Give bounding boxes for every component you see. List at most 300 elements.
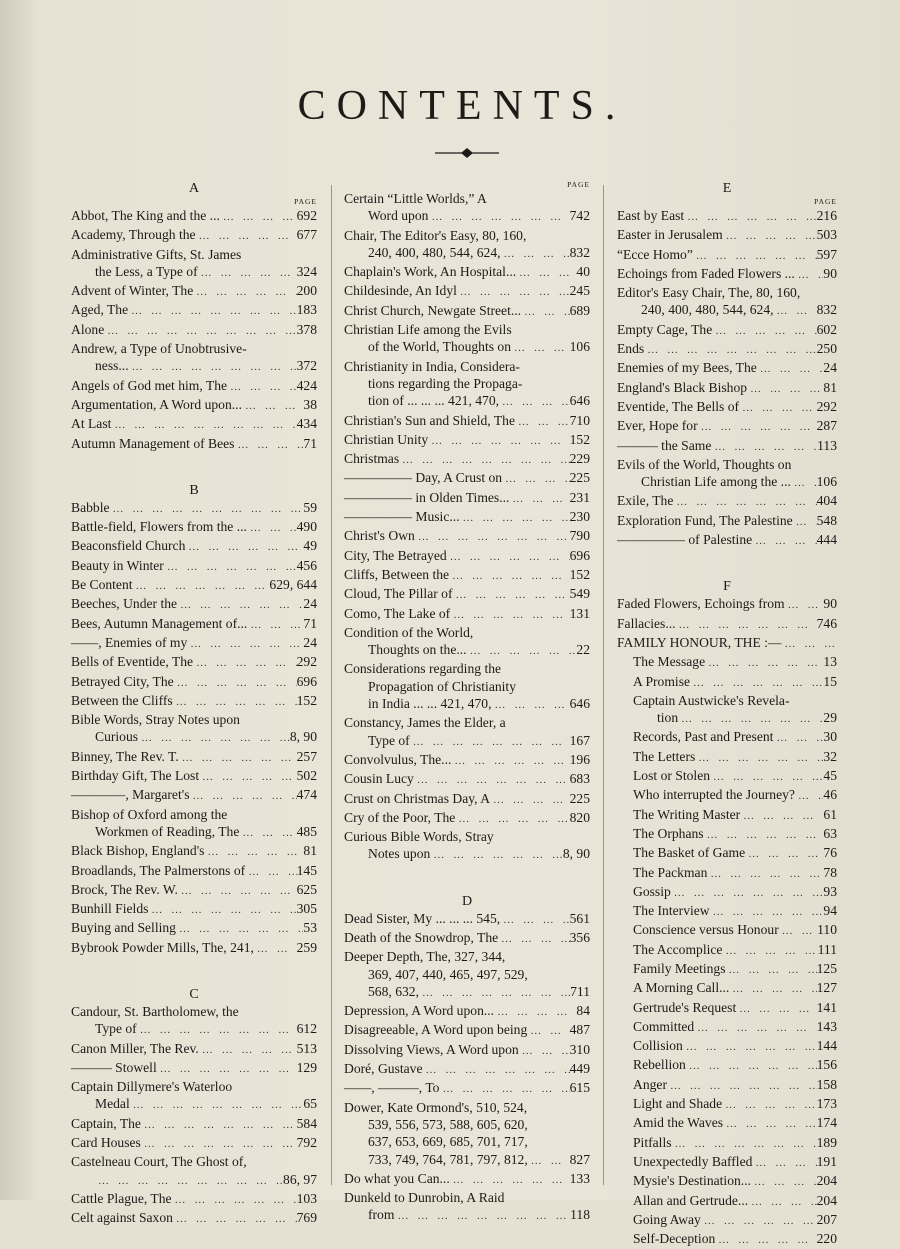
index-entry bbox=[617, 1018, 837, 1037]
leader-dots bbox=[174, 675, 297, 692]
page-number: 152 bbox=[569, 431, 590, 447]
page-number: 827 bbox=[569, 1151, 590, 1167]
entry-title: Fallacies... bbox=[617, 615, 676, 631]
entry-title: Christian Life among the ... bbox=[641, 474, 791, 490]
entry-title: Word upon bbox=[368, 208, 429, 224]
entry-title: Captain, The bbox=[71, 1115, 141, 1131]
index-entry bbox=[617, 340, 837, 359]
page-number: 230 bbox=[569, 509, 590, 525]
leader-dots bbox=[751, 1174, 817, 1191]
entry-title: Be Content bbox=[71, 577, 133, 593]
page-number: 76 bbox=[823, 845, 837, 861]
entry-title: ————— Music... bbox=[344, 509, 460, 525]
index-entry-line bbox=[344, 1170, 590, 1189]
index-entry-line bbox=[71, 1003, 317, 1020]
leader-dots bbox=[460, 510, 570, 527]
leader-dots bbox=[234, 437, 303, 454]
page-number: 46 bbox=[823, 787, 837, 803]
page-number: 78 bbox=[823, 864, 837, 880]
leader-dots bbox=[187, 636, 303, 653]
index-entry bbox=[344, 809, 590, 828]
entry-title: Bees, Autumn Management of... bbox=[71, 615, 248, 631]
index-entry-line bbox=[344, 244, 590, 263]
index-entry bbox=[617, 728, 837, 747]
page-number: 287 bbox=[816, 418, 837, 434]
leader-dots bbox=[722, 943, 817, 960]
leader-dots bbox=[752, 1155, 816, 1172]
leader-dots bbox=[683, 1039, 817, 1056]
entry-title: Medal bbox=[95, 1096, 130, 1112]
index-entry-line bbox=[617, 615, 837, 634]
leader-dots bbox=[242, 398, 303, 415]
index-entry bbox=[344, 1079, 590, 1098]
entry-title: Bunhill Fields bbox=[71, 901, 149, 917]
entry-title: 637, 653, 669, 685, 701, 717, bbox=[368, 1134, 528, 1150]
index-entry bbox=[344, 1099, 590, 1170]
index-entry-line bbox=[617, 492, 837, 511]
index-entry bbox=[617, 456, 837, 493]
leader-dots bbox=[740, 808, 823, 825]
entry-title: “Ecce Homo” bbox=[617, 246, 693, 262]
entry-title: ——— Stowell bbox=[71, 1059, 157, 1075]
page-number: 90 bbox=[823, 596, 837, 612]
entry-title: Buying and Selling bbox=[71, 920, 176, 936]
entry-title: Propagation of Christianity bbox=[368, 678, 517, 694]
section-letter: B bbox=[189, 482, 199, 498]
leader-dots bbox=[710, 769, 823, 786]
index-entry-line bbox=[344, 660, 590, 677]
index-entry bbox=[344, 321, 590, 358]
index-entry-line bbox=[344, 948, 590, 965]
entry-title: Editor's Easy Chair, The, 80, 160, bbox=[617, 285, 801, 301]
entry-title: 539, 556, 573, 588, 605, 620, bbox=[368, 1116, 528, 1132]
index-entry bbox=[71, 557, 317, 576]
index-entry-line bbox=[617, 417, 837, 436]
index-entry bbox=[71, 301, 317, 320]
page-number: 127 bbox=[816, 980, 837, 996]
index-entry bbox=[617, 979, 837, 998]
index-entry bbox=[617, 634, 837, 653]
entry-title: Childesinde, An Idyl bbox=[344, 283, 457, 299]
leader-dots bbox=[430, 847, 563, 864]
page-number: 156 bbox=[816, 1057, 837, 1073]
entry-title: 568, 632, bbox=[368, 983, 419, 999]
index-entry bbox=[71, 862, 317, 881]
page-number: 292 bbox=[816, 398, 837, 414]
page-number: 183 bbox=[296, 302, 317, 318]
index-entry-line bbox=[71, 282, 317, 301]
entry-title: Dower, Kate Ormond's, 510, 524, bbox=[344, 1099, 528, 1115]
index-entry bbox=[617, 902, 837, 921]
page-number: 81 bbox=[823, 379, 837, 395]
page-number: 378 bbox=[296, 321, 317, 337]
index-entry-line bbox=[617, 767, 837, 786]
leader-dots bbox=[779, 923, 817, 940]
entry-title: in India ... ... 421, 470, bbox=[368, 696, 492, 712]
entry-title: Disagreeable, A Word upon being bbox=[344, 1022, 528, 1038]
leader-dots bbox=[516, 265, 576, 282]
index-entry-line bbox=[617, 437, 837, 456]
index-entry bbox=[617, 1192, 837, 1211]
page-number: 24 bbox=[303, 634, 317, 650]
index-entry-line bbox=[71, 499, 317, 518]
leader-dots bbox=[467, 643, 577, 660]
page-number: 474 bbox=[296, 787, 317, 803]
leader-dots bbox=[690, 675, 823, 692]
page-number: 424 bbox=[296, 377, 317, 393]
page-number: 204 bbox=[816, 1173, 837, 1189]
index-entry-line bbox=[617, 748, 837, 767]
leader-dots bbox=[95, 1173, 283, 1190]
leader-dots bbox=[204, 844, 303, 861]
leader-dots bbox=[521, 304, 570, 321]
page-number: 792 bbox=[296, 1135, 317, 1151]
entry-title: ——, ———, To bbox=[344, 1080, 440, 1096]
index-entry-line bbox=[617, 653, 837, 672]
page-number: 113 bbox=[817, 437, 837, 453]
index-entry bbox=[344, 770, 590, 789]
entry-title: Advent of Winter, The bbox=[71, 283, 194, 299]
entry-title: City, The Betrayed bbox=[344, 547, 447, 563]
index-entry-line bbox=[344, 809, 590, 828]
entry-title: Considerations regarding the bbox=[344, 661, 502, 677]
index-entry-line bbox=[344, 321, 590, 338]
entry-title: Ever, Hope for bbox=[617, 418, 698, 434]
index-entry-line bbox=[71, 881, 317, 900]
index-entry bbox=[71, 881, 317, 900]
page-number: 200 bbox=[296, 283, 317, 299]
index-entry-line bbox=[71, 939, 317, 958]
index-entry-line bbox=[617, 728, 837, 747]
leader-dots bbox=[757, 361, 824, 378]
entry-title: Como, The Lake of bbox=[344, 605, 451, 621]
index-entry bbox=[617, 417, 837, 436]
leader-dots bbox=[501, 246, 570, 263]
index-entry-line bbox=[344, 770, 590, 789]
index-entry bbox=[344, 585, 590, 604]
index-entry bbox=[71, 1078, 317, 1115]
index-entry bbox=[71, 711, 317, 748]
index-entry bbox=[71, 786, 317, 805]
index-entry-line bbox=[617, 1134, 837, 1153]
page-number: 305 bbox=[296, 901, 317, 917]
index-entry bbox=[344, 358, 590, 412]
entry-title: Certain “Little Worlds,” A bbox=[344, 191, 487, 206]
entry-title: Battle-field, Flowers from the ... bbox=[71, 519, 247, 535]
entry-title: Curious bbox=[95, 729, 139, 745]
index-entry-line bbox=[71, 1134, 317, 1153]
index-entry-line bbox=[344, 751, 590, 770]
page-number: 24 bbox=[303, 596, 317, 612]
page-column-label: PAGE bbox=[567, 180, 590, 189]
leader-dots bbox=[502, 471, 570, 488]
index-entry-line bbox=[617, 379, 837, 398]
page-number: 32 bbox=[823, 748, 837, 764]
entry-title: Deeper Depth, The, 327, 344, bbox=[344, 949, 506, 965]
entry-title: Eventide, The Bells of bbox=[617, 398, 740, 414]
leader-dots bbox=[455, 811, 569, 828]
page-number: 769 bbox=[296, 1210, 317, 1226]
index-entry-line bbox=[617, 634, 837, 653]
leader-dots bbox=[711, 439, 817, 456]
page-number: 15 bbox=[823, 673, 837, 689]
page-number: 106 bbox=[816, 474, 837, 490]
index-entry bbox=[344, 227, 590, 264]
index-entry-line bbox=[617, 979, 837, 998]
leader-dots bbox=[747, 381, 823, 398]
leader-dots bbox=[173, 694, 297, 711]
page-number: 220 bbox=[816, 1231, 837, 1247]
leader-dots bbox=[726, 962, 817, 979]
leader-dots bbox=[793, 514, 817, 531]
index-entry bbox=[71, 767, 317, 786]
leader-dots bbox=[745, 846, 823, 863]
entry-title: Echoings from Faded Flowers ... bbox=[617, 265, 795, 281]
entry-title: ————— Day, A Crust on bbox=[344, 470, 503, 486]
page-number: 561 bbox=[569, 910, 590, 926]
leader-dots bbox=[133, 578, 270, 595]
index-entry-line bbox=[617, 340, 837, 359]
leader-dots bbox=[173, 1211, 297, 1228]
page-number: 746 bbox=[816, 615, 837, 631]
index-entry-line bbox=[617, 806, 837, 825]
index-entry bbox=[71, 207, 317, 226]
entry-title: Cloud, The Pillar of bbox=[344, 586, 453, 602]
leader-dots bbox=[499, 394, 570, 411]
entry-title: Birthday Gift, The Lost bbox=[71, 768, 200, 784]
leader-dots bbox=[695, 750, 823, 767]
leader-dots bbox=[415, 529, 570, 546]
index-entry-line bbox=[71, 1171, 317, 1190]
index-entry-line bbox=[617, 825, 837, 844]
index-entry bbox=[71, 673, 317, 692]
entry-title: 369, 407, 440, 465, 497, 529, bbox=[368, 966, 528, 982]
index-entry-line bbox=[617, 883, 837, 902]
entry-title: The Message bbox=[633, 654, 706, 670]
index-entry bbox=[617, 531, 837, 550]
section-gap bbox=[71, 958, 317, 986]
index-entry bbox=[71, 340, 317, 377]
entry-title: Captain Austwicke's Revela- bbox=[633, 692, 790, 708]
page-number: 152 bbox=[569, 566, 590, 582]
index-entry bbox=[617, 1230, 837, 1249]
index-entry bbox=[344, 605, 590, 624]
page-number: 832 bbox=[816, 302, 837, 318]
entry-title: The Accomplice bbox=[633, 941, 723, 957]
index-entry bbox=[344, 1021, 590, 1040]
leader-dots bbox=[457, 284, 570, 301]
contents-column-1 bbox=[71, 180, 317, 1229]
index-entry-line bbox=[617, 902, 837, 921]
entry-title: Type of bbox=[368, 732, 410, 748]
index-entry-line bbox=[617, 1230, 837, 1249]
leader-dots bbox=[193, 284, 296, 301]
index-entry-line bbox=[344, 469, 590, 488]
leader-dots bbox=[137, 1022, 297, 1039]
page-number: 502 bbox=[296, 768, 317, 784]
leader-dots bbox=[453, 587, 570, 604]
leader-dots bbox=[752, 533, 816, 550]
leader-dots bbox=[399, 452, 569, 469]
index-entry bbox=[617, 1076, 837, 1095]
page-number: 490 bbox=[296, 519, 317, 535]
entry-title: the Less, a Type of bbox=[95, 263, 198, 279]
page-number: 225 bbox=[569, 790, 590, 806]
leader-dots bbox=[196, 228, 297, 245]
index-entry-line bbox=[617, 456, 837, 473]
index-entry bbox=[344, 1170, 590, 1189]
index-entry-line bbox=[617, 207, 837, 226]
index-entry-line bbox=[344, 1189, 590, 1206]
index-entry-line bbox=[344, 1079, 590, 1098]
index-entry-line bbox=[617, 1018, 837, 1037]
index-entry bbox=[344, 412, 590, 431]
index-entry-line bbox=[344, 450, 590, 469]
index-entry bbox=[617, 321, 837, 340]
leader-dots bbox=[199, 769, 296, 786]
index-entry-line bbox=[617, 1211, 837, 1230]
entry-title: 733, 749, 764, 781, 797, 812, bbox=[368, 1151, 528, 1167]
entry-title: Empty Cage, The bbox=[617, 321, 713, 337]
page-number: 449 bbox=[569, 1061, 590, 1077]
leader-dots bbox=[428, 433, 569, 450]
entry-title: Beaconsfield Church bbox=[71, 538, 186, 554]
index-entry bbox=[617, 653, 837, 672]
page-number: 612 bbox=[296, 1021, 317, 1037]
entry-title: Exile, The bbox=[617, 493, 674, 509]
index-entry bbox=[617, 1153, 837, 1172]
entry-title: Bells of Eventide, The bbox=[71, 654, 194, 670]
index-entry bbox=[344, 527, 590, 546]
leader-dots bbox=[748, 1194, 816, 1211]
leader-dots bbox=[671, 885, 824, 902]
index-entry bbox=[71, 537, 317, 556]
entry-title: Celt against Saxon bbox=[71, 1210, 173, 1226]
entry-title: Anger bbox=[633, 1076, 667, 1092]
entry-title: Captain Dillymere's Waterloo bbox=[71, 1079, 233, 1095]
index-entry bbox=[617, 1037, 837, 1056]
index-entry-line bbox=[344, 282, 590, 301]
index-entry-line bbox=[617, 999, 837, 1018]
page-number: 444 bbox=[816, 532, 837, 548]
page-number: 710 bbox=[569, 412, 590, 428]
page-number: 90 bbox=[823, 265, 837, 281]
index-entry bbox=[71, 246, 317, 283]
entry-title: Condition of the World, bbox=[344, 624, 474, 640]
leader-dots bbox=[247, 617, 303, 634]
page-number: 94 bbox=[823, 903, 837, 919]
entry-title: Brock, The Rev. W. bbox=[71, 881, 178, 897]
page-number: 602 bbox=[816, 321, 837, 337]
entry-title: ————, Margaret's bbox=[71, 787, 190, 803]
index-entry bbox=[617, 359, 837, 378]
leader-dots bbox=[678, 711, 823, 728]
index-entry-line bbox=[617, 960, 837, 979]
index-entry-line bbox=[344, 828, 590, 845]
section-letter: C bbox=[189, 986, 199, 1002]
leader-dots bbox=[423, 1062, 570, 1079]
leader-dots bbox=[672, 1136, 817, 1153]
leader-dots bbox=[490, 792, 570, 809]
entry-title: from bbox=[368, 1207, 395, 1223]
index-entry bbox=[344, 450, 590, 469]
entry-title: Going Away bbox=[633, 1211, 701, 1227]
leader-dots bbox=[245, 864, 296, 881]
leader-dots bbox=[198, 265, 297, 282]
entry-title: Workmen of Reading, The bbox=[95, 823, 240, 839]
page-number: 216 bbox=[816, 208, 837, 223]
index-entry-line bbox=[617, 359, 837, 378]
index-entry-line bbox=[71, 226, 317, 245]
leader-dots bbox=[220, 209, 297, 226]
page-number: 629, 644 bbox=[269, 577, 317, 593]
index-entry-line bbox=[71, 377, 317, 396]
index-entry bbox=[617, 767, 837, 786]
index-entry bbox=[71, 748, 317, 767]
index-entry-line bbox=[617, 1095, 837, 1114]
entry-title: Chair, The Editor's Easy, 80, 160, bbox=[344, 227, 527, 243]
page-number: 84 bbox=[576, 1003, 590, 1019]
index-entry bbox=[344, 263, 590, 282]
entry-title: Convolvulus, The... bbox=[344, 751, 452, 767]
leader-dots bbox=[795, 267, 824, 284]
entry-title: Aged, The bbox=[71, 302, 129, 318]
index-entry bbox=[617, 786, 837, 805]
index-entry-line bbox=[617, 1056, 837, 1075]
index-entry bbox=[344, 282, 590, 301]
index-entry bbox=[617, 1114, 837, 1133]
index-entry-line bbox=[344, 641, 590, 660]
page-number: 372 bbox=[296, 358, 317, 374]
page-number: 145 bbox=[296, 862, 317, 878]
entry-title: Amid the Waves bbox=[633, 1115, 724, 1131]
leader-dots bbox=[110, 501, 304, 518]
entry-title: tion bbox=[657, 710, 679, 726]
entry-title: Faded Flowers, Echoings from bbox=[617, 596, 785, 612]
entry-title: Dunkeld to Dunrobin, A Raid bbox=[344, 1190, 505, 1206]
leader-dots bbox=[450, 607, 569, 624]
page-number: 204 bbox=[816, 1192, 837, 1208]
page-number: 189 bbox=[816, 1134, 837, 1150]
index-entry bbox=[71, 1209, 317, 1228]
leader-dots bbox=[128, 303, 296, 320]
entry-title: Beauty in Winter bbox=[71, 557, 164, 573]
index-entry-line bbox=[617, 1192, 837, 1211]
entry-title: The Interview bbox=[633, 903, 710, 919]
index-entry bbox=[617, 883, 837, 902]
index-entry-line bbox=[71, 301, 317, 320]
entry-title: Christianity in India, Considera- bbox=[344, 358, 520, 374]
index-entry bbox=[344, 828, 590, 865]
entry-title: Easter in Jerusalem bbox=[617, 227, 723, 243]
page-number: 131 bbox=[569, 605, 590, 621]
index-entry bbox=[71, 518, 317, 537]
entry-title: The Writing Master bbox=[633, 806, 741, 822]
section-gap bbox=[344, 865, 590, 893]
entry-title: FAMILY HONOUR, THE :— bbox=[617, 634, 782, 650]
index-entry bbox=[617, 921, 837, 940]
leader-dots bbox=[515, 414, 570, 431]
index-entry-line bbox=[344, 190, 590, 207]
index-entry bbox=[71, 1003, 317, 1040]
index-entry bbox=[71, 499, 317, 518]
index-entry-line bbox=[71, 786, 317, 805]
page-number: 615 bbox=[569, 1080, 590, 1096]
index-entry-line bbox=[344, 227, 590, 244]
entry-title: Family Meetings bbox=[633, 960, 726, 976]
index-entry-line bbox=[344, 358, 590, 375]
index-entry-line bbox=[344, 1206, 590, 1225]
